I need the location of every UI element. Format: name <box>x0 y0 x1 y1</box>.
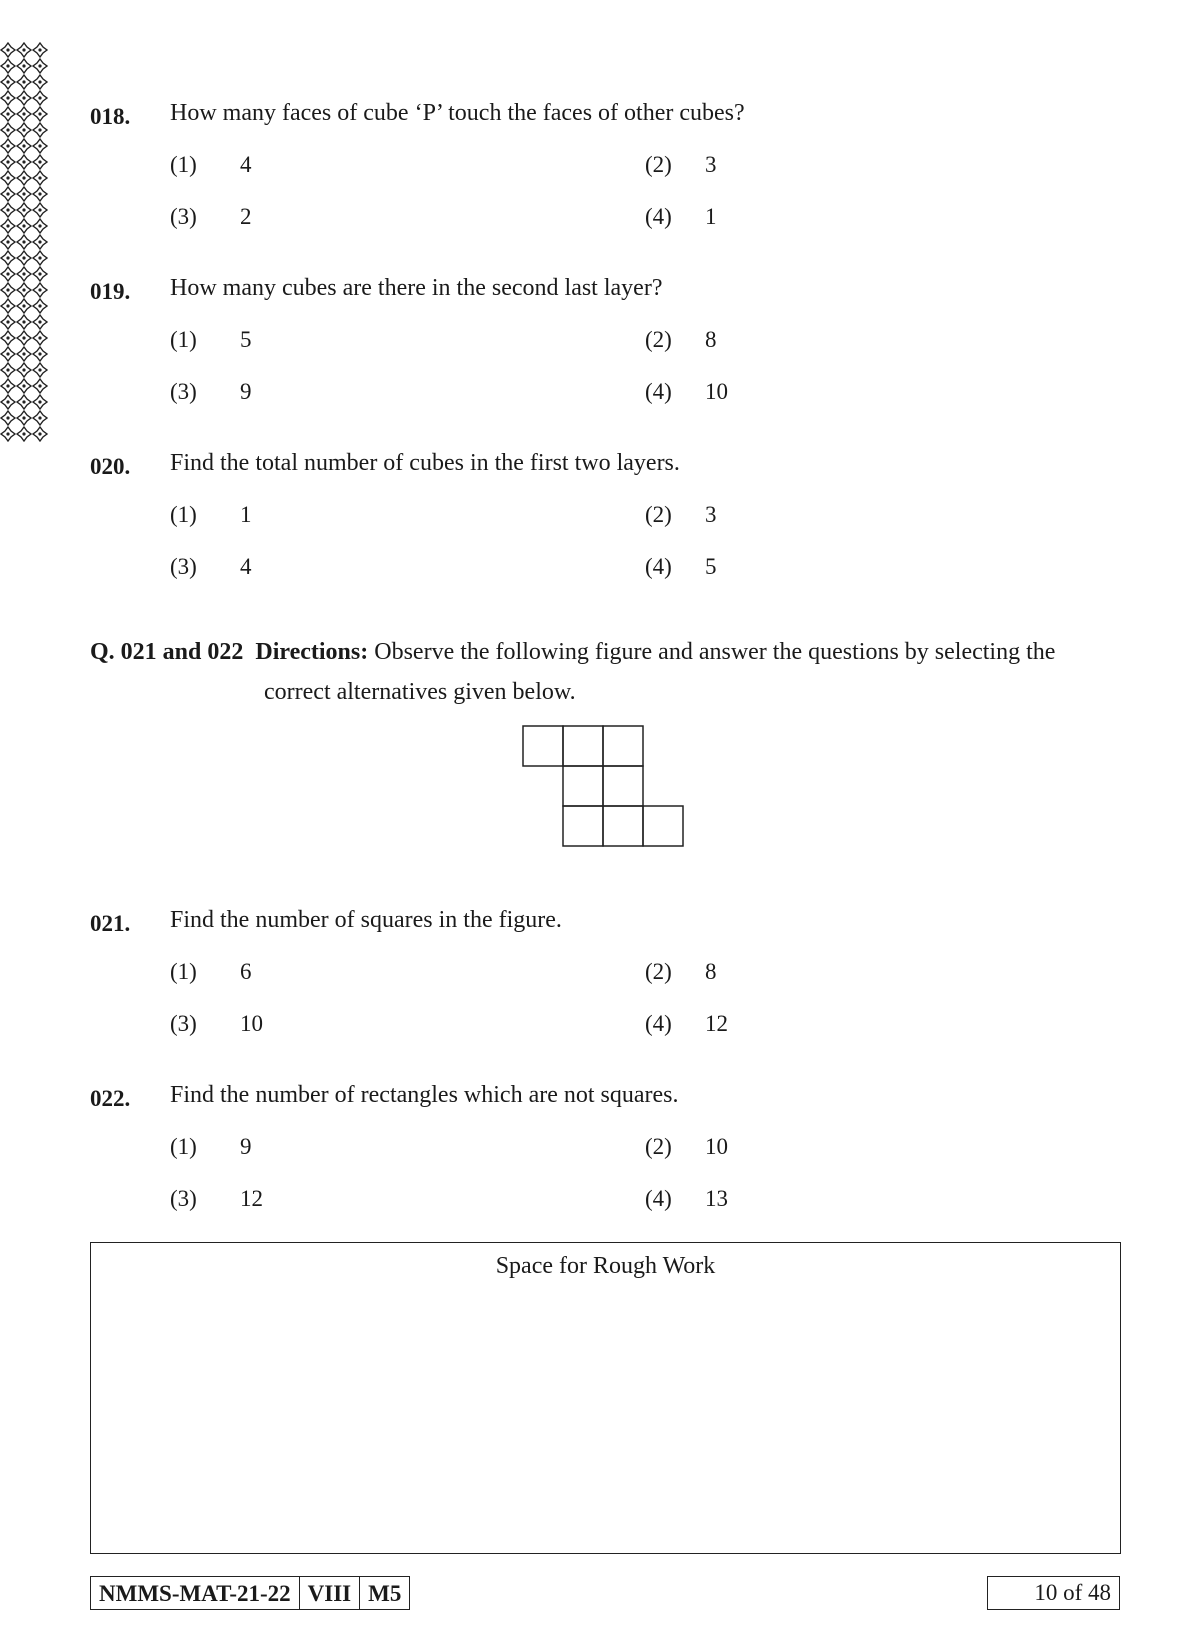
option-2[interactable]: (2) 3 <box>645 502 717 527</box>
directions-label: Directions: <box>255 639 369 665</box>
figure-square <box>563 806 603 846</box>
question-text: Find the number of rectangles which are not squares. <box>170 1082 679 1108</box>
directions-line2: correct alternatives given below. <box>264 679 576 705</box>
option-2[interactable]: (2) 3 <box>645 152 717 177</box>
option-4[interactable]: (4) 5 <box>645 554 717 579</box>
question-022 <box>90 1082 1120 1222</box>
figure-square <box>643 806 683 846</box>
question-019 <box>90 275 1120 415</box>
rough-work-box <box>90 1242 1121 1554</box>
option-2[interactable]: (2) 8 <box>645 327 717 352</box>
question-text: Find the total number of cubes in the first two layers. <box>170 450 680 476</box>
option-4[interactable]: (4) 10 <box>645 379 728 404</box>
option-3[interactable]: (3) 12 <box>170 1186 263 1211</box>
rough-work-title: Space for Rough Work <box>495 1253 716 1279</box>
option-4[interactable]: (4) 1 <box>645 204 717 229</box>
option-3[interactable]: (3) 10 <box>170 1011 263 1036</box>
question-020 <box>90 450 1120 590</box>
figure-square <box>563 766 603 806</box>
directions-block <box>90 632 1120 712</box>
question-number: 018. <box>90 104 131 129</box>
question-number: 021. <box>90 911 131 936</box>
option-1[interactable]: (1) 9 <box>170 1134 252 1159</box>
exam-code-box <box>90 1576 410 1610</box>
question-021 <box>90 907 1120 1047</box>
question-number: 020. <box>90 454 131 479</box>
figure-square <box>603 766 643 806</box>
figure-square <box>563 726 603 766</box>
option-1[interactable]: (1) 1 <box>170 502 252 527</box>
option-4[interactable]: (4) 12 <box>645 1011 728 1036</box>
question-number: 019. <box>90 279 131 304</box>
option-2[interactable]: (2) 8 <box>645 959 717 984</box>
question-text: How many cubes are there in the second last layer? <box>170 275 663 301</box>
question-number: 022. <box>90 1086 131 1111</box>
option-1[interactable]: (1) 4 <box>170 152 252 177</box>
option-1[interactable]: (1) 5 <box>170 327 252 352</box>
question-text: How many faces of cube ‘P’ touch the faces of other cubes? <box>170 100 745 126</box>
exam-code: NMMS-MAT-21-22 <box>91 1577 300 1609</box>
option-4[interactable]: (4) 13 <box>645 1186 728 1211</box>
figure-square <box>603 726 643 766</box>
option-2[interactable]: (2) 10 <box>645 1134 728 1159</box>
exam-class: VIII <box>300 1577 360 1609</box>
question-text: Find the number of squares in the figure. <box>170 907 562 933</box>
exam-set: M5 <box>368 1581 402 1606</box>
directions-line1: Observe the following figure and answer the questions by selecting the <box>374 639 1056 665</box>
option-3[interactable]: (3) 9 <box>170 379 252 404</box>
option-3[interactable]: (3) 2 <box>170 204 252 229</box>
option-1[interactable]: (1) 6 <box>170 959 252 984</box>
question-018 <box>90 100 1120 240</box>
option-3[interactable]: (3) 4 <box>170 554 252 579</box>
decorative-border <box>0 42 48 442</box>
directions-prefix: Q. 021 and 022 <box>90 639 244 665</box>
page-number: 10 of 48 <box>987 1576 1120 1610</box>
figure-square <box>523 726 563 766</box>
figure-square <box>603 806 643 846</box>
